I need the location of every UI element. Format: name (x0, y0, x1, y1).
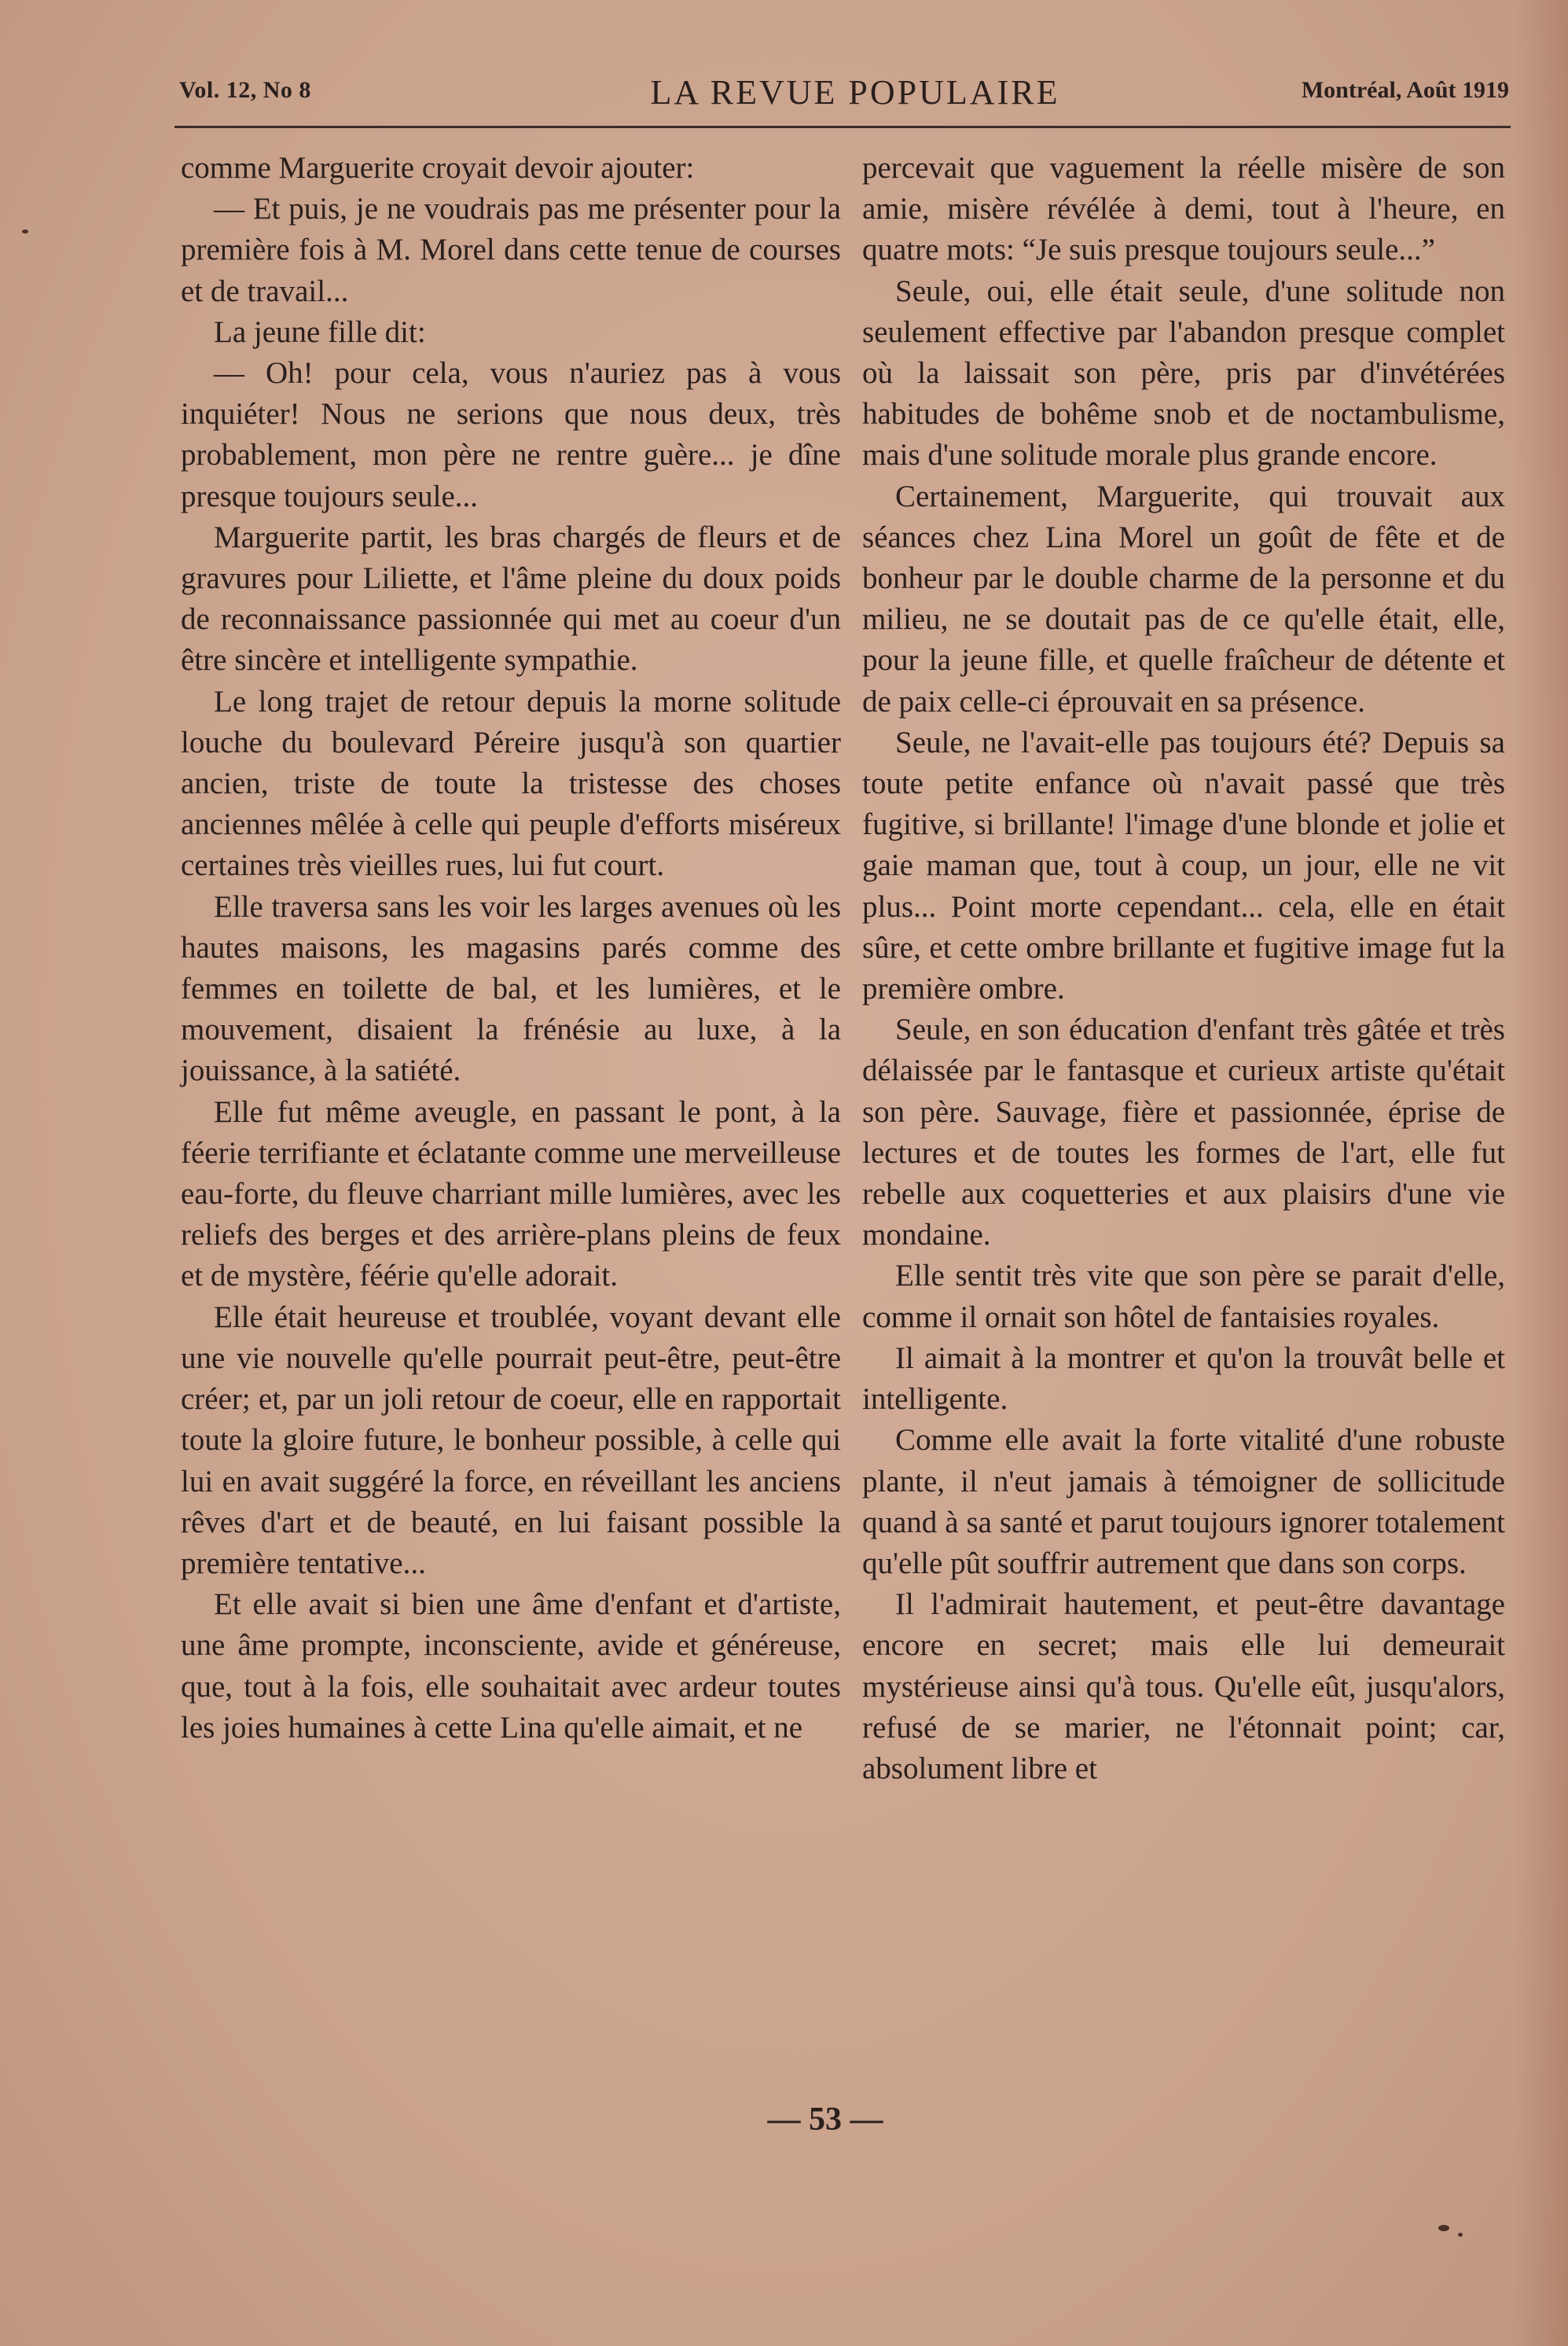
paragraph: Et elle avait si bien une âme d'enfant et d'artiste, une âme prompte, inconsciente, avide et généreuse, que, tout à la fois, elle souhaitait avec ardeur toutes les joies humaines à cette Lina qu'elle aimait, et ne (181, 1587, 841, 1745)
paragraph: Certainement, Marguerite, qui trouvait aux séances chez Lina Morel un goût de fête et de bonheur par le double charme de la personne et du milieu, ne se doutait pas de ce qu'elle était, elle, pour la jeune fille, et quelle fraîcheur de détente et de paix celle-ci éprouvait en sa présence. (862, 479, 1505, 719)
ink-speck (1438, 2225, 1449, 2231)
paragraph: Il aimait à la montrer et qu'on la trouvât belle et intelligente. (862, 1340, 1505, 1417)
paragraph: Elle fut même aveugle, en passant le pont, à la féerie terrifiante et éclatante comme une merveilleuse eau-forte, du fleuve charriant mille lumières, avec les reliefs des berges et des arrière-plans pleins de feux et de mystère, féérie qu'elle adorait. (181, 1094, 841, 1293)
paragraph: Elle sentit très vite que son père se parait d'elle, comme il ornait son hôtel de fantaisies royales. (862, 1259, 1505, 1334)
paragraph: La jeune fille dit: (214, 314, 426, 349)
header-rule (174, 126, 1511, 128)
paragraph: Il l'admirait hautement, et peut-être davantage encore en secret; mais elle lui demeurait mystérieuse ainsi qu'à tous. Qu'elle eût, jusqu'alors, refusé de se marier, ne l'étonnait point; car, absolument libre et (862, 1587, 1505, 1785)
paragraph: percevait que vaguement la réelle misère de son amie, misère révélée à demi, tout à l'heure, en quatre mots: “Je suis presque toujours seule...” (862, 151, 1505, 267)
right-column (862, 148, 1505, 1789)
page-edge-shading (1513, 0, 1568, 2346)
paragraph: Seule, en son éducation d'enfant très gâtée et très délaissée par le fantasque et curieux artiste qu'était son père. Sauvage, fière et passionnée, éprise de lectures et de toutes les formes de l'art, elle fut rebelle aux coquetteries et aux plaisirs d'une vie mondaine. (862, 1013, 1505, 1252)
running-header (179, 72, 1509, 120)
paragraph: Elle traversa sans les voir les larges avenues où les hautes maisons, les magasins parés comme des femmes en toilette de bal, et les lumières, et le mouvement, disaient la frénésie au luxe, à la jouissance, à la satiété. (181, 889, 841, 1088)
paragraph: Le long trajet de retour depuis la morne solitude louche du boulevard Péreire jusqu'à son quartier ancien, triste de toute la tristesse des choses anciennes mêlée à celle qui peuple d'efforts miséreux certaines très vieilles rues, lui fut court. (181, 684, 841, 883)
paragraph: — Oh! pour cela, vous n'auriez pas à vous inquiéter! Nous ne serions que nous deux, très probablement, mon père ne rentre guère... je dîne presque toujours seule... (181, 356, 841, 513)
paragraph: — Et puis, je ne voudrais pas me présenter pour la première fois à M. Morel dans cette tenue de courses et de travail... (181, 192, 841, 308)
ink-speck (1458, 2233, 1463, 2237)
ink-speck (22, 230, 28, 233)
publication-title: LA REVUE POPULAIRE (650, 73, 1060, 112)
page-number: — 53 — (767, 2101, 883, 2138)
left-column (181, 148, 841, 1748)
paragraph: comme Marguerite croyait devoir ajouter: (181, 151, 695, 185)
paragraph: Marguerite partit, les bras chargés de fleurs et de gravures pour Liliette, et l'âme pleine du doux poids de reconnaissance passionnée qui met au coeur d'un être sincère et intelligente sympathie. (181, 520, 841, 678)
paragraph: Seule, oui, elle était seule, d'une solitude non seulement effective par l'abandon presque complet où la laissait son père, pris par d'invétérées habitudes de bohême snob et de noctambulisme, mais d'une solitude morale plus grande encore. (862, 274, 1505, 473)
volume-number: Vol. 12, No 8 (179, 77, 311, 103)
paragraph: Seule, ne l'avait-elle pas toujours été? Depuis sa toute petite enfance où n'avait passé que très fugitive, si brillante! l'image d'une blonde et jolie et gaie maman que, tout à coup, un jour, elle ne vit plus... Point morte cependant... cela, elle en était sûre, et cette ombre brillante et fugitive image fut la première ombre. (862, 725, 1505, 1006)
paragraph: Comme elle avait la forte vitalité d'une robuste plante, il n'eut jamais à témoigner de sollicitude quand à sa santé et parut toujours ignorer totalement qu'elle pût souffrir autrement que dans son corps. (862, 1423, 1505, 1580)
issue-date: Montréal, Août 1919 (1301, 77, 1509, 103)
paragraph: Elle était heureuse et troublée, voyant devant elle une vie nouvelle qu'elle pourrait peut-être, peut-être créer; et, par un joli retour de coeur, elle en rapportait toute la gloire future, le bonheur possible, à celle qui lui en avait suggéré la force, en réveillant les anciens rêves d'art et de beauté, en lui faisant possible la première tentative... (181, 1300, 841, 1580)
